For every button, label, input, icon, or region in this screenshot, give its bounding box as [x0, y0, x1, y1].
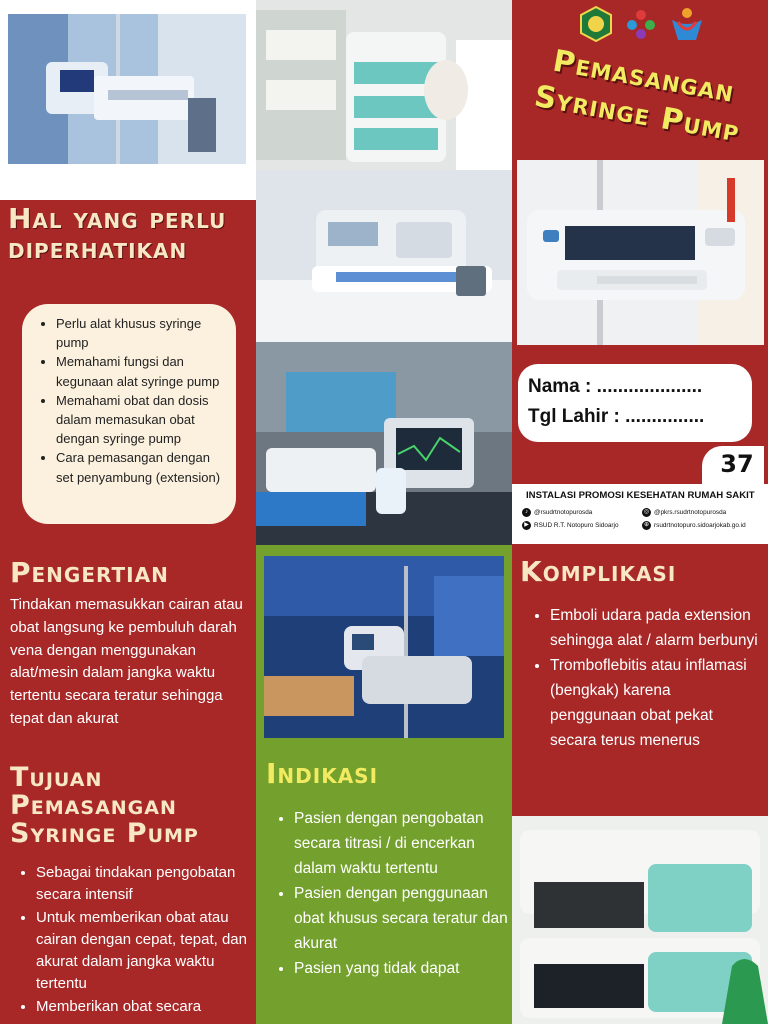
tiktok-instagram-icon: ♪ — [522, 508, 531, 517]
page-badge: 37 — [720, 450, 754, 478]
hal-title: Hal yang perlu diperhatikan — [8, 202, 227, 265]
instagram-icon: ◎ — [643, 509, 650, 515]
hal-box — [22, 304, 236, 524]
hal-item: • Cara pemasangan dengan set penyambung (extension) — [56, 448, 224, 486]
komplikasi-list — [528, 603, 760, 753]
hal-list — [34, 314, 224, 487]
pengertian-text: Tindakan memasukkan cairan atau obat langsung ke pembuluh darah vena dengan menggunakan alat/mesin dalam jangka waktu tertentu secara teratur sehingga tepat dan akurat — [10, 596, 243, 727]
photo-nurse-syringe-pumps — [256, 0, 512, 170]
photo-syringe-pump-display — [517, 160, 764, 345]
main-title — [514, 43, 768, 150]
tgl-lahir-field[interactable]: Tgl Lahir : ............... — [528, 406, 705, 427]
web-icon: ⊕ — [643, 522, 650, 528]
hospital-emblem-icon — [578, 6, 614, 42]
photo-pump-stack-hand — [512, 816, 768, 1024]
indikasi-list-wrap — [272, 806, 508, 981]
social-youtube[interactable] — [522, 521, 638, 530]
institution-name: INSTALASI PROMOSI KESEHATAN RUMAH SAKIT — [526, 490, 755, 501]
indikasi-title: Indikasi — [266, 757, 379, 790]
pengertian-title: Pengertian — [10, 556, 169, 589]
tujuan-list — [14, 862, 250, 1018]
tujuan-item: • Sebagai tindakan pengobatan secara intensif — [36, 862, 250, 907]
health-promo-logo-icon — [624, 7, 658, 41]
social-web[interactable] — [642, 521, 758, 530]
komplikasi-item: • Tromboflebitis atau inflamasi (bengkak) karena penggunaan obat pekat secara terus menerus — [550, 653, 760, 753]
main-title-text: Pemasangan Syringe Pump — [531, 43, 743, 150]
institution-footer — [512, 484, 768, 544]
komplikasi-title: Komplikasi — [520, 555, 677, 588]
patient-identity-box[interactable] — [518, 364, 752, 442]
tujuan-item: • Untuk memberikan obat atau cairan dengan cepat, tepat, dan akurat dalam jangka waktu tertentu — [36, 907, 250, 996]
social-web-text: rsudrtnotopuro.sidoarjokab.go.id — [654, 522, 746, 529]
social-instagram[interactable] — [642, 508, 758, 517]
tujuan-list-wrap — [14, 862, 250, 1018]
hal-item: • Perlu alat khusus syringe pump — [56, 314, 224, 352]
tujuan-item: • Memberikan obat secara — [36, 996, 250, 1018]
youtube-facebook-icon: ▶ — [522, 521, 531, 530]
photo-surgery-pump — [264, 556, 504, 738]
photo-syringe-pump-closeup — [256, 170, 512, 342]
indikasi-item: • Pasien dengan pengobatan secara titrasi / di encerkan dalam waktu tertentu — [294, 806, 508, 881]
social-instagram-text: @pkrs.rsudrtnotopurosda — [654, 509, 727, 516]
indikasi-item: • Pasien yang tidak dapat — [294, 956, 508, 981]
social-youtube-text: RSUD R.T. Notopuro Sidoarjo — [534, 522, 619, 529]
social-tiktok[interactable] — [522, 508, 638, 517]
komplikasi-list-wrap — [528, 603, 760, 753]
nama-field[interactable]: Nama : .................... — [528, 376, 703, 397]
hal-item: • Memahami fungsi dan kegunaan alat syringe pump — [56, 352, 224, 390]
indikasi-list — [272, 806, 508, 981]
tujuan-title: Tujuan Pemasangan Syringe Pump — [10, 762, 199, 849]
social-tiktok-text: @rsudrtnotopurosda — [534, 509, 593, 516]
indikasi-item: • Pasien dengan penggunaan obat khusus secara teratur dan akurat — [294, 881, 508, 956]
photo-syringe-pump-stand — [8, 14, 246, 164]
komplikasi-item: • Emboli udara pada extension sehingga alat / alarm berbunyi — [550, 603, 760, 653]
community-logo-icon — [668, 6, 706, 42]
photo-icu-equipment — [256, 342, 512, 545]
logo-row — [578, 5, 706, 43]
hal-item: • Memahami obat dan dosis dalam memasukan obat dengan syringe pump — [56, 391, 224, 449]
